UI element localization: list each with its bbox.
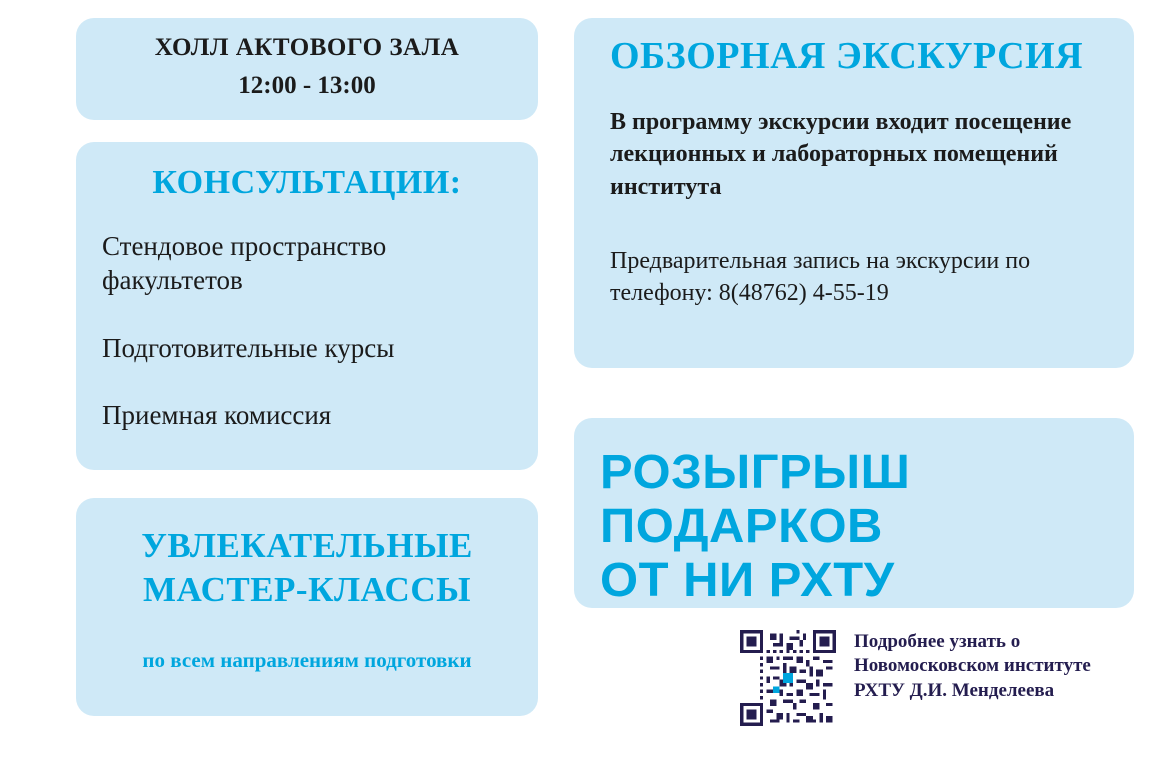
list-item: Подготовительные курсы: [102, 332, 395, 363]
excursion-description: В программу экскурсии входит посещение лекционных и лабораторных помещений института: [610, 108, 1072, 200]
hall-title: ХОЛЛ АКТОВОГО ЗАЛА: [154, 34, 460, 61]
excursion-booking-info: Предварительная запись на экскурсии по телефону: 8(48762) 4-55-19: [610, 247, 1031, 307]
raffle-card: [574, 418, 1134, 608]
raffle-line-1: РОЗЫГРЫШ ПОДАРКОВ: [600, 446, 911, 553]
consultations-card: [76, 142, 538, 470]
hall-card: [76, 18, 538, 120]
hall-time: 12:00 - 13:00: [238, 71, 376, 99]
masterclasses-card: [76, 498, 538, 716]
masterclasses-subtitle: по всем направлениям подготовки: [142, 647, 472, 672]
qr-code-icon[interactable]: [740, 630, 836, 726]
masterclasses-title: УВЛЕКАТЕЛЬНЫЕ МАСТЕР-КЛАССЫ: [141, 526, 473, 609]
qr-block: [740, 630, 1140, 740]
consultations-title: КОНСУЛЬТАЦИИ:: [152, 164, 462, 201]
list-item: Стендовое пространство факультетов: [102, 231, 387, 295]
excursion-card: [574, 18, 1134, 368]
excursion-title: ОБЗОРНАЯ ЭКСКУРСИЯ: [610, 35, 1084, 77]
consultations-list: [102, 230, 512, 433]
raffle-line-2: ОТ НИ РХТУ: [600, 553, 895, 607]
list-item: Приемная комиссия: [102, 400, 332, 431]
qr-caption: Подробнее узнать о Новомосковском институте РХТУ Д.И. Менделеева: [854, 631, 1091, 701]
